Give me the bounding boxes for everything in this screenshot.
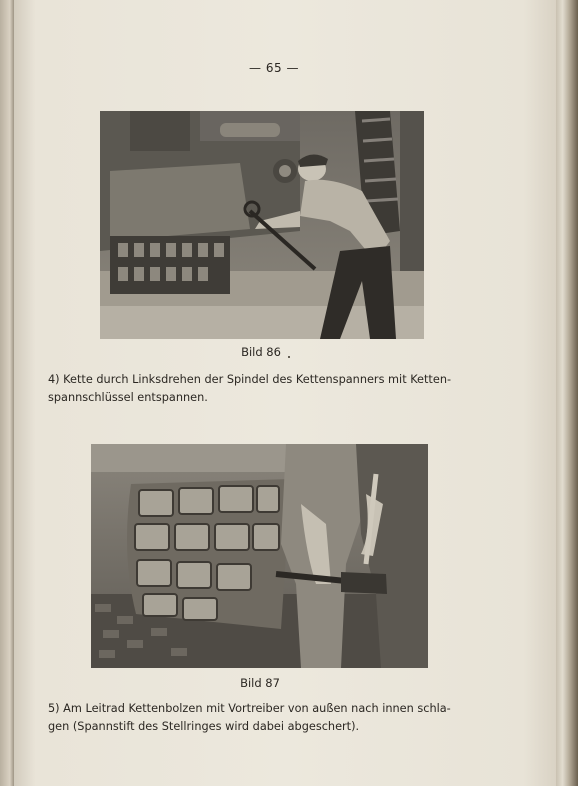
instruction-5-line-2: gen (Spannstift des Stellringes wird dabei abgeschert). [48, 720, 360, 733]
page-number: — 65 — [249, 61, 299, 75]
figure-caption-86: Bild 86 [241, 345, 281, 359]
print-speck [288, 356, 290, 358]
page-stack-edge [556, 0, 578, 786]
instruction-5-line-1: 5) Am Leitrad Kettenbolzen mit Vortreiber von außen nach innen schla- [48, 702, 451, 715]
instruction-4-line-1: 4) Kette durch Linksdrehen der Spindel des Kettenspanners mit Ketten- [48, 373, 452, 386]
figure-caption-87: Bild 87 [240, 676, 280, 690]
photo-track-tensioner [100, 111, 424, 339]
instruction-4-line-2: spannschlüssel entspannen. [48, 391, 208, 404]
facing-page-edge [0, 0, 14, 786]
photo-track-pin-removal [91, 444, 428, 668]
